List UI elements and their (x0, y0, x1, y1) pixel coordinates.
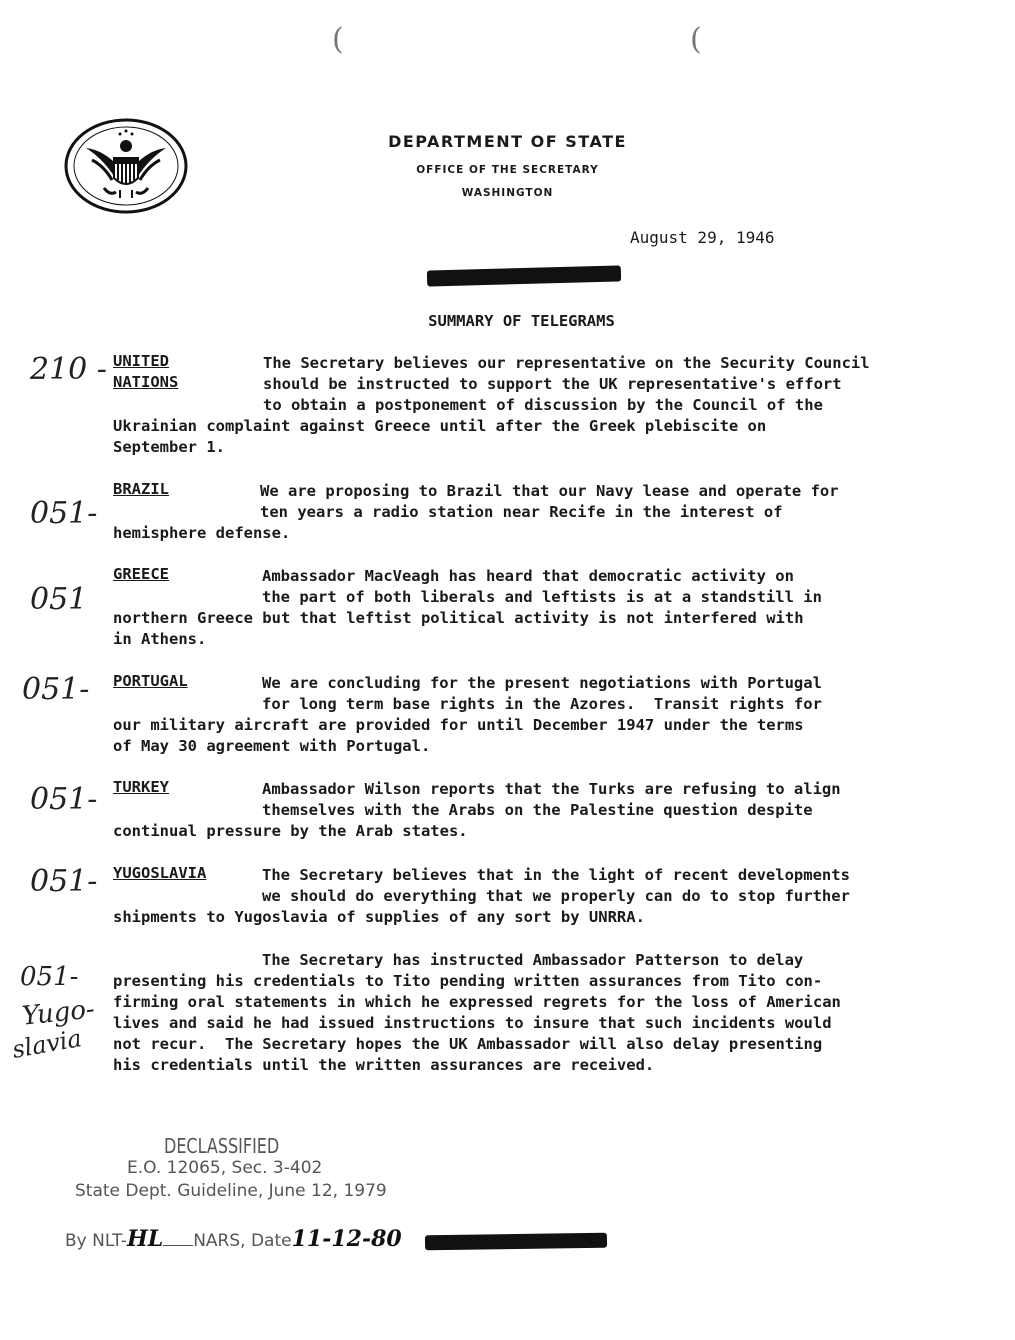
classification-redaction (427, 265, 621, 286)
paragraph-text-line: lives and said he had issued instructions to insure that such incidents would (113, 1014, 832, 1032)
margin-mark-right: ( (690, 22, 702, 57)
stamp-initials: HL (126, 1226, 164, 1252)
letterhead-department: DEPARTMENT OF STATE (388, 132, 627, 151)
entry-text-line: in Athens. (113, 630, 207, 648)
entry-text-line: should be instructed to support the UK representative's effort (263, 375, 842, 393)
entry-label-line: UNITED (113, 352, 169, 370)
entry-text-line: we should do everything that we properly can do to stop further (262, 887, 850, 905)
declassified-stamp-title: DECLASSIFIED (164, 1134, 280, 1158)
handwritten-file-code: 051- (30, 496, 98, 531)
declassified-stamp-line: E.O. 12065, Sec. 3-402 (127, 1158, 323, 1178)
entry-text-line: Ukrainian complaint against Greece until after the Greek plebiscite on (113, 417, 767, 435)
entry-text-line: ten years a radio station near Recife in the interest of (260, 503, 783, 521)
paragraph-text-line: The Secretary has instructed Ambassador Patterson to delay (262, 951, 804, 969)
paragraph-text-line: firming oral statements in which he expressed regrets for the loss of American (113, 993, 841, 1011)
handwritten-file-code: 051 (30, 582, 88, 617)
paragraph-text-line: his credentials until the written assurances are received. (113, 1056, 655, 1074)
entry-text-line: to obtain a postponement of discussion by the Council of the (263, 396, 823, 414)
entry-label: GREECE (113, 565, 169, 583)
stamp-date: 11-12-80 (291, 1226, 402, 1252)
stamp-prefix: By NLT- (65, 1231, 127, 1251)
declassified-stamp-line: State Dept. Guideline, June 12, 1979 (75, 1181, 387, 1201)
handwritten-annotation: slavia (10, 1024, 84, 1064)
paragraph-text-line: presenting his credentials to Tito pending written assurances from Tito con- (113, 972, 823, 990)
handwritten-file-code: 210 - (30, 352, 107, 387)
entry-text-line: Ambassador Wilson reports that the Turks are refusing to align (262, 780, 841, 798)
entry-text-line: northern Greece but that leftist political activity is not interfered with (113, 609, 804, 627)
entry-text-line: hemisphere defense. (113, 524, 291, 542)
entry-label: BRAZIL (113, 480, 169, 498)
entry-text-line: Ambassador MacVeagh has heard that democratic activity on (262, 567, 794, 585)
handwritten-file-code: 051- (30, 782, 98, 817)
entry-text-line: September 1. (113, 438, 225, 456)
handwritten-annotation: 051- (20, 962, 79, 992)
entry-label-line: NATIONS (113, 373, 179, 391)
entry-text-line: for long term base rights in the Azores. Transit rights for (262, 695, 822, 713)
entry-text-line: We are concluding for the present negotiations with Portugal (262, 674, 822, 692)
entry-text-line: We are proposing to Brazil that our Navy lease and operate for (260, 482, 839, 500)
handwritten-file-code: 051- (30, 864, 98, 899)
paragraph-text-line: not recur. The Secretary hopes the UK Ambassador will also delay presenting (113, 1035, 823, 1053)
entry-label: YUGOSLAVIA (113, 864, 207, 882)
entry-text-line: our military aircraft are provided for until December 1947 under the terms (113, 716, 804, 734)
letterhead-city: WASHINGTON (461, 187, 554, 199)
entry-text-line: continual pressure by the Arab states. (113, 822, 468, 840)
classification-redaction (425, 1233, 607, 1251)
entry-label: TURKEY (113, 778, 169, 796)
stamp-mid: NARS, Date (193, 1231, 292, 1251)
handwritten-file-code: 051- (22, 672, 90, 707)
entry-text-line: the part of both liberals and leftists is at a standstill in (262, 588, 822, 606)
entry-text-line: themselves with the Arabs on the Palestine question despite (262, 801, 813, 819)
entry-label: PORTUGAL (113, 672, 188, 690)
handwritten-annotation: Yugo- (20, 994, 97, 1032)
entry-text-line: shipments to Yugoslavia of supplies of any sort by UNRRA. (113, 908, 645, 926)
document-title: SUMMARY OF TELEGRAMS (428, 312, 615, 330)
letterhead-office: OFFICE OF THE SECRETARY (416, 164, 599, 176)
entry-text-line: The Secretary believes that in the light of recent developments (262, 866, 850, 884)
margin-mark-left: ( (332, 22, 344, 57)
document-date: August 29, 1946 (630, 228, 775, 247)
entry-text-line: The Secretary believes our representative on the Security Council (263, 354, 870, 372)
declassified-stamp-line (65, 1226, 402, 1252)
entry-text-line: of May 30 agreement with Portugal. (113, 737, 431, 755)
